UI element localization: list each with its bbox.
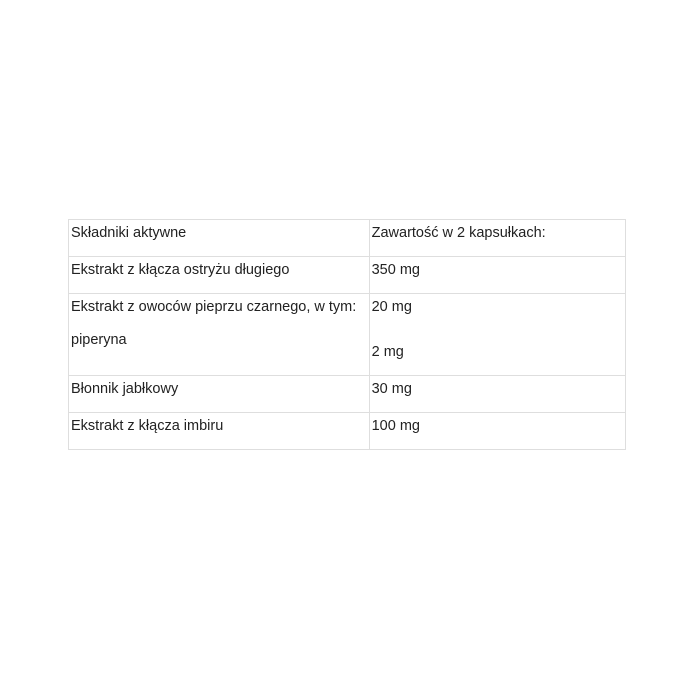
- ingredient-amount: 20 mg: [371, 299, 412, 315]
- header-ingredient-label: Składniki aktywne: [71, 225, 187, 241]
- amount-cell: [369, 294, 625, 376]
- amount-cell: [369, 413, 625, 450]
- ingredients-table: [68, 219, 626, 450]
- ingredient-amount: 30 mg: [371, 381, 412, 397]
- table-row: [69, 376, 626, 413]
- table-row: [69, 413, 626, 450]
- ingredient-name: Ekstrakt z kłącza ostryżu długiego: [71, 262, 290, 278]
- ingredient-cell: [69, 294, 370, 376]
- table-row: [69, 294, 626, 376]
- header-ingredient-cell: [69, 220, 370, 257]
- sub-ingredient-name: piperyna: [71, 332, 127, 348]
- header-amount-label: Zawartość w 2 kapsułkach:: [371, 225, 546, 241]
- ingredient-cell: [69, 413, 370, 450]
- ingredient-name: Ekstrakt z kłącza imbiru: [71, 418, 224, 434]
- ingredient-name: Błonnik jabłkowy: [71, 381, 179, 397]
- ingredient-cell: [69, 257, 370, 294]
- amount-cell: [369, 257, 625, 294]
- ingredient-name: Ekstrakt z owoców pieprzu czarnego, w tym:: [71, 299, 357, 315]
- ingredient-amount: 100 mg: [371, 418, 420, 434]
- ingredient-amount: 350 mg: [371, 262, 420, 278]
- table-row: [69, 257, 626, 294]
- table-header-row: [69, 220, 626, 257]
- header-amount-cell: [369, 220, 625, 257]
- sub-ingredient-amount: 2 mg: [371, 344, 404, 360]
- ingredient-cell: [69, 376, 370, 413]
- amount-cell: [369, 376, 625, 413]
